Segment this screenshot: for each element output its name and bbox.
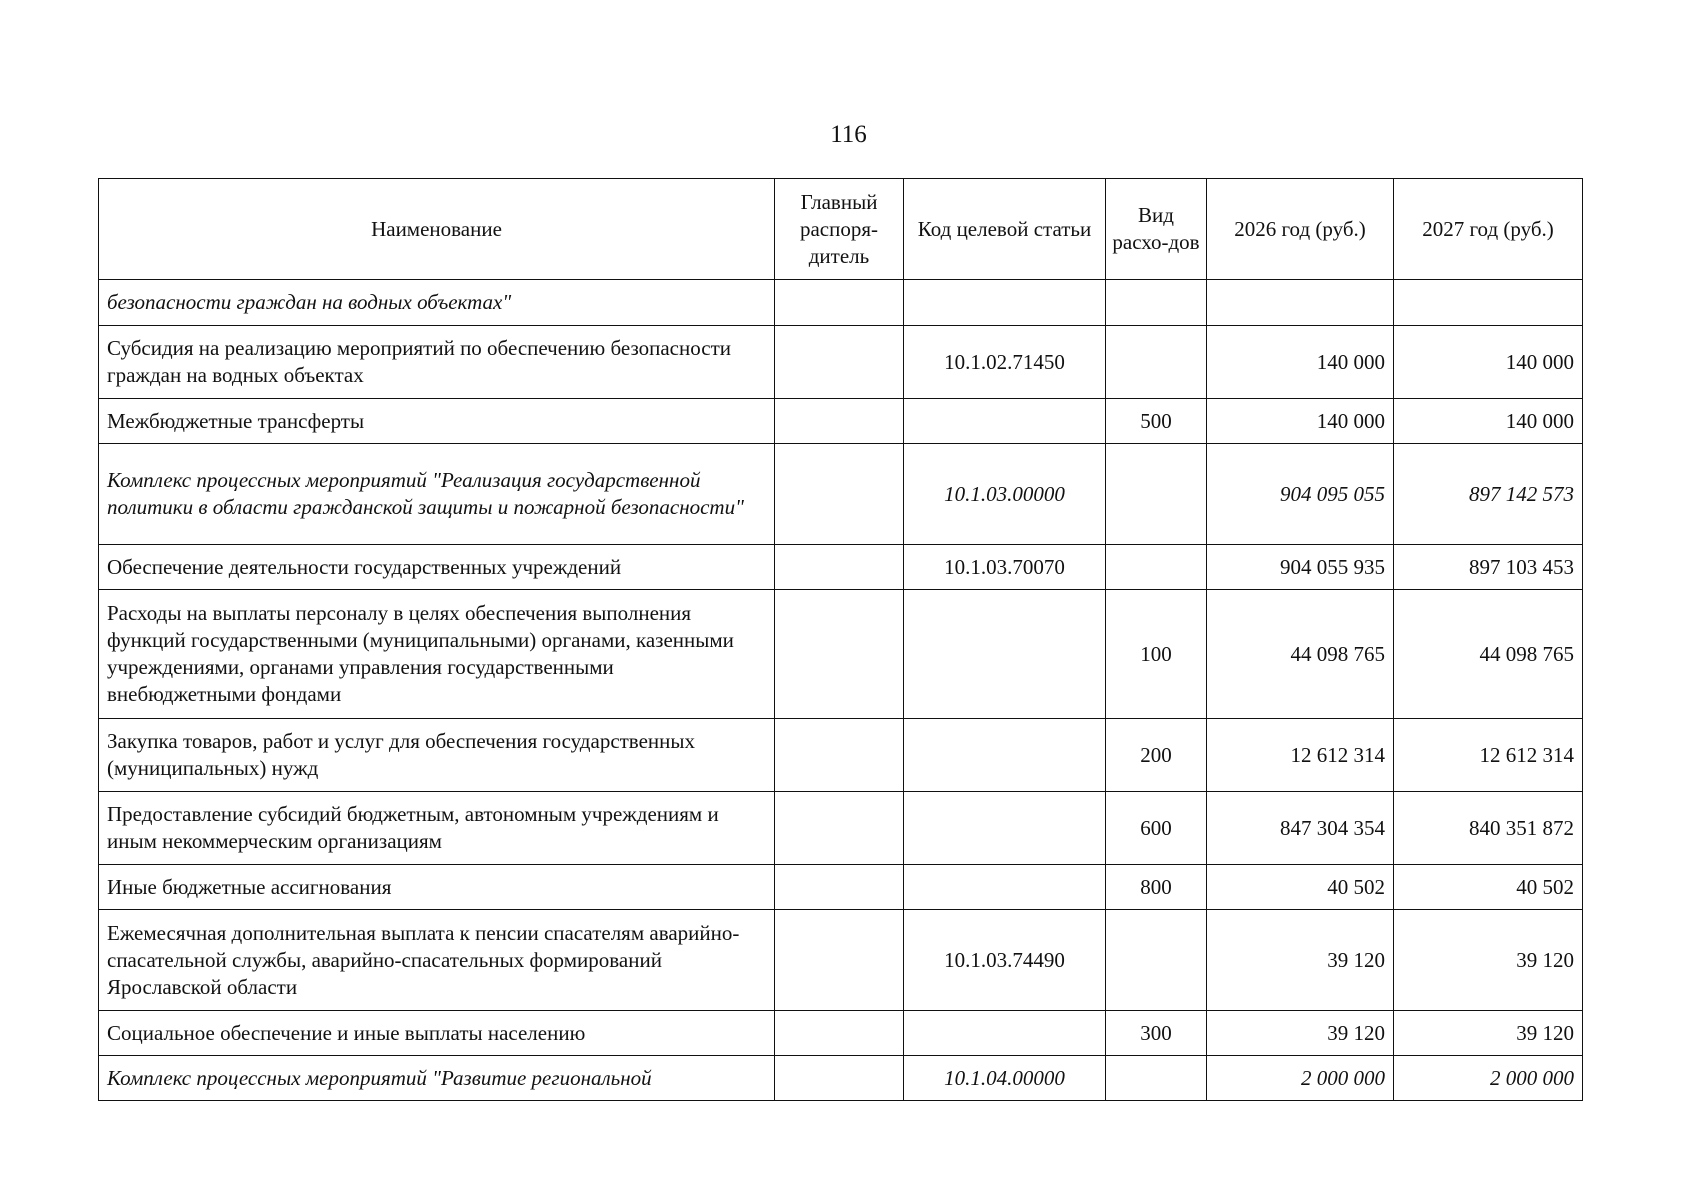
cell-2026: 904 055 935 xyxy=(1207,545,1394,590)
cell-expense-type: 300 xyxy=(1106,1011,1207,1056)
cell-2026: 904 095 055 xyxy=(1207,444,1394,545)
cell-name: Межбюджетные трансферты xyxy=(99,399,775,444)
cell-2027: 12 612 314 xyxy=(1394,719,1583,792)
cell-name: Иные бюджетные ассигнования xyxy=(99,865,775,910)
cell-2027: 897 142 573 xyxy=(1394,444,1583,545)
cell-2026: 140 000 xyxy=(1207,399,1394,444)
cell-2026 xyxy=(1207,280,1394,326)
header-name: Наименование xyxy=(99,179,775,280)
cell-name: Закупка товаров, работ и услуг для обеспечения государственных (муниципальных) нужд xyxy=(99,719,775,792)
cell-distributor xyxy=(775,545,904,590)
cell-distributor xyxy=(775,1056,904,1101)
cell-2026: 847 304 354 xyxy=(1207,792,1394,865)
cell-distributor xyxy=(775,326,904,399)
table-row xyxy=(99,792,1583,865)
cell-2026: 2 000 000 xyxy=(1207,1056,1394,1101)
cell-2027: 44 098 765 xyxy=(1394,590,1583,719)
cell-distributor xyxy=(775,792,904,865)
cell-code xyxy=(904,280,1106,326)
cell-distributor xyxy=(775,399,904,444)
cell-2026: 40 502 xyxy=(1207,865,1394,910)
header-2027: 2027 год (руб.) xyxy=(1394,179,1583,280)
cell-2027: 39 120 xyxy=(1394,1011,1583,1056)
table-row xyxy=(99,590,1583,719)
cell-name: Предоставление субсидий бюджетным, автономным учреждениям и иным некоммерческим организациям xyxy=(99,792,775,865)
table-row xyxy=(99,1056,1583,1101)
cell-2026: 140 000 xyxy=(1207,326,1394,399)
cell-2027 xyxy=(1394,280,1583,326)
cell-code xyxy=(904,719,1106,792)
cell-distributor xyxy=(775,910,904,1011)
cell-name: Комплекс процессных мероприятий "Реализация государственной политики в области гражданской защиты и пожарной безопасности" xyxy=(99,444,775,545)
cell-code: 10.1.03.70070 xyxy=(904,545,1106,590)
cell-name: безопасности граждан на водных объектах" xyxy=(99,280,775,326)
table-row xyxy=(99,444,1583,545)
table-row xyxy=(99,545,1583,590)
cell-distributor xyxy=(775,444,904,545)
cell-expense-type: 500 xyxy=(1106,399,1207,444)
cell-2027: 840 351 872 xyxy=(1394,792,1583,865)
cell-code: 10.1.03.74490 xyxy=(904,910,1106,1011)
cell-2026: 12 612 314 xyxy=(1207,719,1394,792)
cell-name: Комплекс процессных мероприятий "Развитие региональной xyxy=(99,1056,775,1101)
header-expense-type: Вид расхо-дов xyxy=(1106,179,1207,280)
header-2026: 2026 год (руб.) xyxy=(1207,179,1394,280)
cell-code: 10.1.02.71450 xyxy=(904,326,1106,399)
cell-2026: 44 098 765 xyxy=(1207,590,1394,719)
cell-expense-type xyxy=(1106,910,1207,1011)
header-distributor: Главный распоря-дитель xyxy=(775,179,904,280)
cell-distributor xyxy=(775,590,904,719)
cell-2027: 40 502 xyxy=(1394,865,1583,910)
cell-2026: 39 120 xyxy=(1207,1011,1394,1056)
cell-expense-type: 200 xyxy=(1106,719,1207,792)
cell-name: Социальное обеспечение и иные выплаты населению xyxy=(99,1011,775,1056)
cell-2027: 897 103 453 xyxy=(1394,545,1583,590)
cell-code xyxy=(904,865,1106,910)
cell-name: Субсидия на реализацию мероприятий по обеспечению безопасности граждан на водных объектах xyxy=(99,326,775,399)
cell-name: Расходы на выплаты персоналу в целях обеспечения выполнения функций государственными (муниципальными) органами, казенными учреждениями, органами управления государственными внебюджетными фондами xyxy=(99,590,775,719)
table-row xyxy=(99,1011,1583,1056)
cell-expense-type xyxy=(1106,326,1207,399)
cell-distributor xyxy=(775,280,904,326)
cell-code xyxy=(904,399,1106,444)
cell-expense-type: 100 xyxy=(1106,590,1207,719)
table-row xyxy=(99,865,1583,910)
cell-name: Ежемесячная дополнительная выплата к пенсии спасателям аварийно-спасательной службы, аварийно-спасательных формирований Ярославской области xyxy=(99,910,775,1011)
cell-expense-type xyxy=(1106,545,1207,590)
cell-code xyxy=(904,590,1106,719)
cell-distributor xyxy=(775,865,904,910)
page-number: 116 xyxy=(830,121,867,148)
cell-name: Обеспечение деятельности государственных учреждений xyxy=(99,545,775,590)
cell-distributor xyxy=(775,719,904,792)
table-row xyxy=(99,719,1583,792)
cell-expense-type xyxy=(1106,444,1207,545)
cell-expense-type: 600 xyxy=(1106,792,1207,865)
cell-code: 10.1.04.00000 xyxy=(904,1056,1106,1101)
header-code: Код целевой статьи xyxy=(904,179,1106,280)
cell-expense-type xyxy=(1106,1056,1207,1101)
cell-code: 10.1.03.00000 xyxy=(904,444,1106,545)
cell-expense-type xyxy=(1106,280,1207,326)
table-row xyxy=(99,280,1583,326)
cell-code xyxy=(904,792,1106,865)
cell-2027: 140 000 xyxy=(1394,326,1583,399)
cell-2027: 2 000 000 xyxy=(1394,1056,1583,1101)
budget-table xyxy=(98,178,1583,1101)
cell-expense-type: 800 xyxy=(1106,865,1207,910)
cell-2027: 39 120 xyxy=(1394,910,1583,1011)
cell-2027: 140 000 xyxy=(1394,399,1583,444)
table-row xyxy=(99,326,1583,399)
cell-code xyxy=(904,1011,1106,1056)
table-row xyxy=(99,399,1583,444)
cell-2026: 39 120 xyxy=(1207,910,1394,1011)
cell-distributor xyxy=(775,1011,904,1056)
table-row xyxy=(99,910,1583,1011)
table-header-row xyxy=(99,179,1583,280)
